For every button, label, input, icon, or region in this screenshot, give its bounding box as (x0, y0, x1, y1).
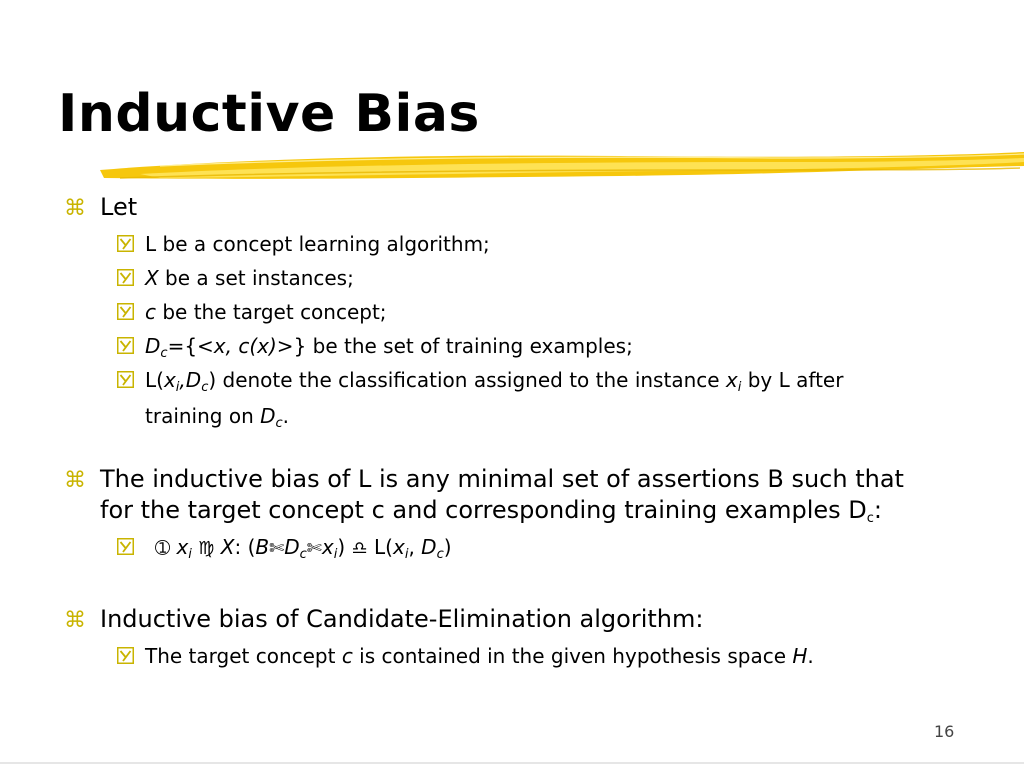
yellow-brush-stroke-divider (100, 148, 1024, 188)
page-number: 16 (934, 722, 955, 741)
formula-symbol: ♎ (351, 538, 368, 559)
checkbox-y-icon (117, 647, 134, 664)
slide-title: Inductive Bias (58, 84, 480, 144)
checkbox-y-icon (117, 371, 134, 388)
sub-bullet-text: $D_c=\{<x$, c(x)>} be the set of training examples; (145, 334, 633, 361)
formula-symbol: ✄ (269, 538, 285, 559)
checkbox-y-icon (117, 337, 134, 354)
command-key-glyph-icon: ⌘ (64, 468, 86, 493)
command-key-glyph-icon: ⌘ (64, 196, 86, 221)
sub-bullet-text: L be a concept learning algorithm; (145, 232, 490, 256)
checkbox-y-icon (117, 269, 134, 286)
formula-symbol: ♍ (198, 538, 215, 559)
formula-symbol: ✄ (306, 538, 322, 559)
checkbox-y-icon (117, 235, 134, 252)
formula-text: ➀ $x_i$ ♍ X: $(B✄D_c✄x_i)$ ♎ $L(x_i$, $D_c$) (155, 535, 452, 562)
command-key-glyph-icon: ⌘ (64, 608, 86, 633)
sub-bullet-text: X be a set instances; (145, 266, 354, 290)
checkbox-y-icon (117, 303, 134, 320)
bullet-candidate-elimination-text: Inductive bias of Candidate-Elimination algorithm: (100, 605, 704, 633)
sub-bullet-text: $L(x_i,D_c)$ denote the classification assigned to the instance $x_i$ by L after training on $D_c$. (145, 368, 844, 431)
footer-divider (0, 762, 1024, 764)
sub-bullet-text: The target concept c is contained in the given hypothesis space H. (145, 644, 814, 668)
bullet-let-text: Let (100, 193, 138, 221)
bullet-definition-text: The inductive bias of L is any minimal set of assertions B such that for the target concept c and corresponding training examples $D_c$: (100, 465, 904, 526)
sub-bullet-text: c be the target concept; (145, 300, 387, 324)
formula-symbol: ➀ (155, 538, 171, 559)
checkbox-y-icon (117, 538, 134, 555)
